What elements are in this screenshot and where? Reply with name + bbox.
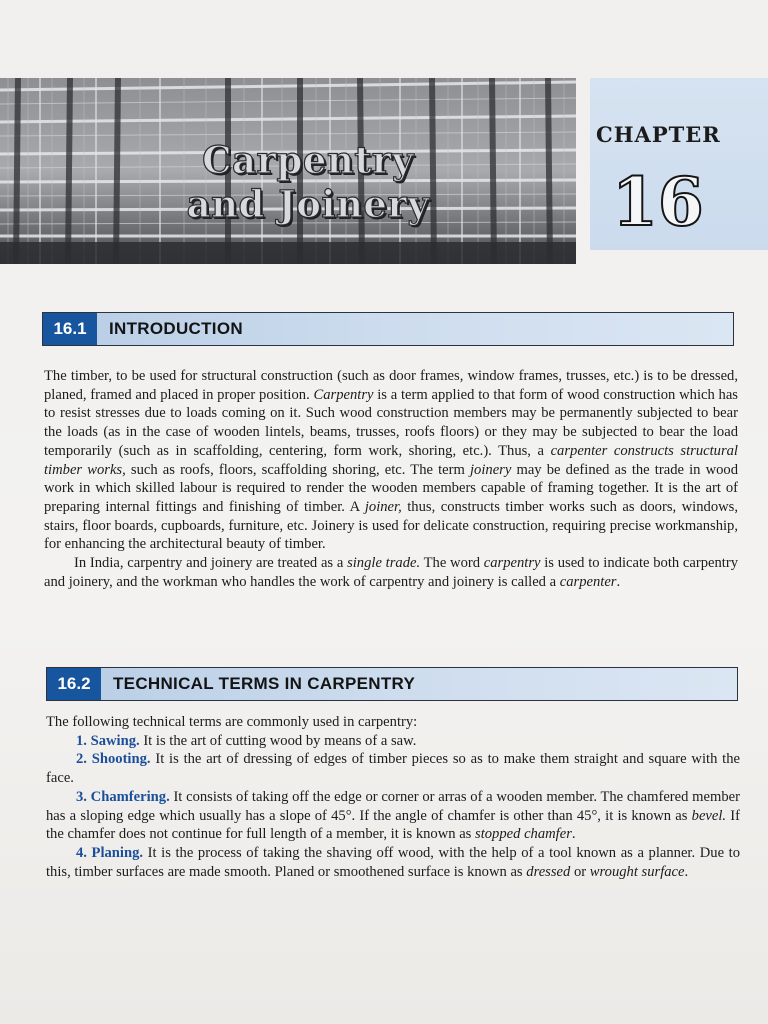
text-run: If the chamfer does not continue for full length of a member, it is known as: [46, 807, 740, 843]
chapter-number: 16: [612, 163, 704, 241]
introduction-body: [44, 367, 738, 591]
italic-run: bevel.: [691, 807, 727, 824]
text-run: .: [571, 826, 576, 843]
italic-run: wrought surface: [589, 863, 685, 880]
term-label: 3. Chamfering.: [76, 788, 170, 805]
introduction-paragraph-1: [44, 367, 738, 554]
italic-run: joinery: [470, 461, 512, 478]
term-shooting: [46, 750, 740, 787]
text-run: thus, constructs timber works such as doors, windows, stairs, floor boards, cupboards, furniture, etc. Joinery is used for delicate construction, requiring precise workmanship, for enhancing the architectural beauty of timber.: [44, 498, 738, 553]
term-label: 4. Planing.: [76, 844, 144, 861]
text-run: .: [616, 573, 621, 590]
text-run: The word: [420, 555, 484, 572]
text-run: In India, carpentry and joinery are treated as a: [74, 555, 348, 572]
text-run: .: [684, 863, 689, 880]
text-run: is a term applied to that form of wood construction which has to resist stresses due to loads coming on it. Such wood construction members may be permanently subjected to bear the loads (as in the case of wooden lintels, beams, trusses, roofs floors) or they may be subjected to bear the load temporarily (such as in scaffolding, centering, form work, shoring, etc.). Thus, a: [44, 386, 738, 459]
technical-terms-body: [46, 713, 740, 881]
term-sawing: [46, 732, 740, 751]
text-run: is used to indicate both carpentry and joinery, and the workman who handles the work of carpentry and joinery is called a: [44, 555, 738, 590]
text-run: or: [570, 863, 590, 880]
text-run: It consists of taking off the edge or corner or arras of a wooden member. The chamfered member has a sloping edge which usually has a slope of 45°. If the angle of chamfer is other than 45°, it is known as: [46, 788, 740, 824]
section-number: 16.1: [43, 313, 97, 345]
text-run: It is the art of dressing of edges of timber pieces so as to make them straight and square with the face.: [46, 751, 740, 787]
italic-run: carpentry: [483, 555, 541, 572]
chapter-label: CHAPTER: [596, 122, 721, 147]
italic-run: stopped chamfer: [475, 826, 572, 843]
section-number: 16.2: [47, 668, 101, 700]
section-title: INTRODUCTION: [109, 319, 243, 338]
italic-run: carpenter constructs structural timber works,: [44, 442, 738, 478]
introduction-paragraph-2: [44, 554, 738, 591]
term-label: 2. Shooting.: [76, 751, 151, 768]
text-run: It is the art of cutting wood by means of a saw.: [139, 732, 417, 749]
text-run: may be defined as the trade in wood work in which skilled labour is required to render the wooden members capable of framing together. It is the art of preparing internal fittings and finishing of timber. A: [44, 461, 739, 515]
italic-run: joiner,: [364, 498, 402, 515]
italic-run: carpenter: [559, 573, 617, 590]
italic-run: dressed: [526, 863, 571, 880]
text-run: It is the process of taking the shaving off wood, with the help of a tool known as a planner. Due to this, timber surfaces are made smooth. Planed or smoothened surface is known as: [46, 844, 740, 880]
term-chamfering: [46, 788, 740, 844]
section-header-introduction: [42, 312, 734, 346]
text-run: The timber, to be used for structural construction (such as door frames, window frames, trusses, etc.) is to be dressed, planed, framed and placed in proper position.: [44, 368, 738, 403]
section-header-technical-terms: [46, 667, 738, 701]
section-title: TECHNICAL TERMS IN CARPENTRY: [113, 674, 416, 693]
chapter-title-line2: and Joinery: [186, 182, 430, 226]
term-planing: [46, 844, 740, 881]
technical-terms-intro: The following technical terms are commonly used in carpentry:: [46, 714, 418, 730]
italic-run: Carpentry: [313, 386, 374, 403]
term-label: 1. Sawing.: [76, 732, 140, 749]
italic-run: single trade.: [347, 555, 421, 572]
chapter-title-line1: Carpentry: [202, 138, 414, 182]
chapter-title: [168, 138, 448, 226]
text-run: such as roofs, floors, scaffolding shoring, etc. The term: [125, 461, 470, 478]
